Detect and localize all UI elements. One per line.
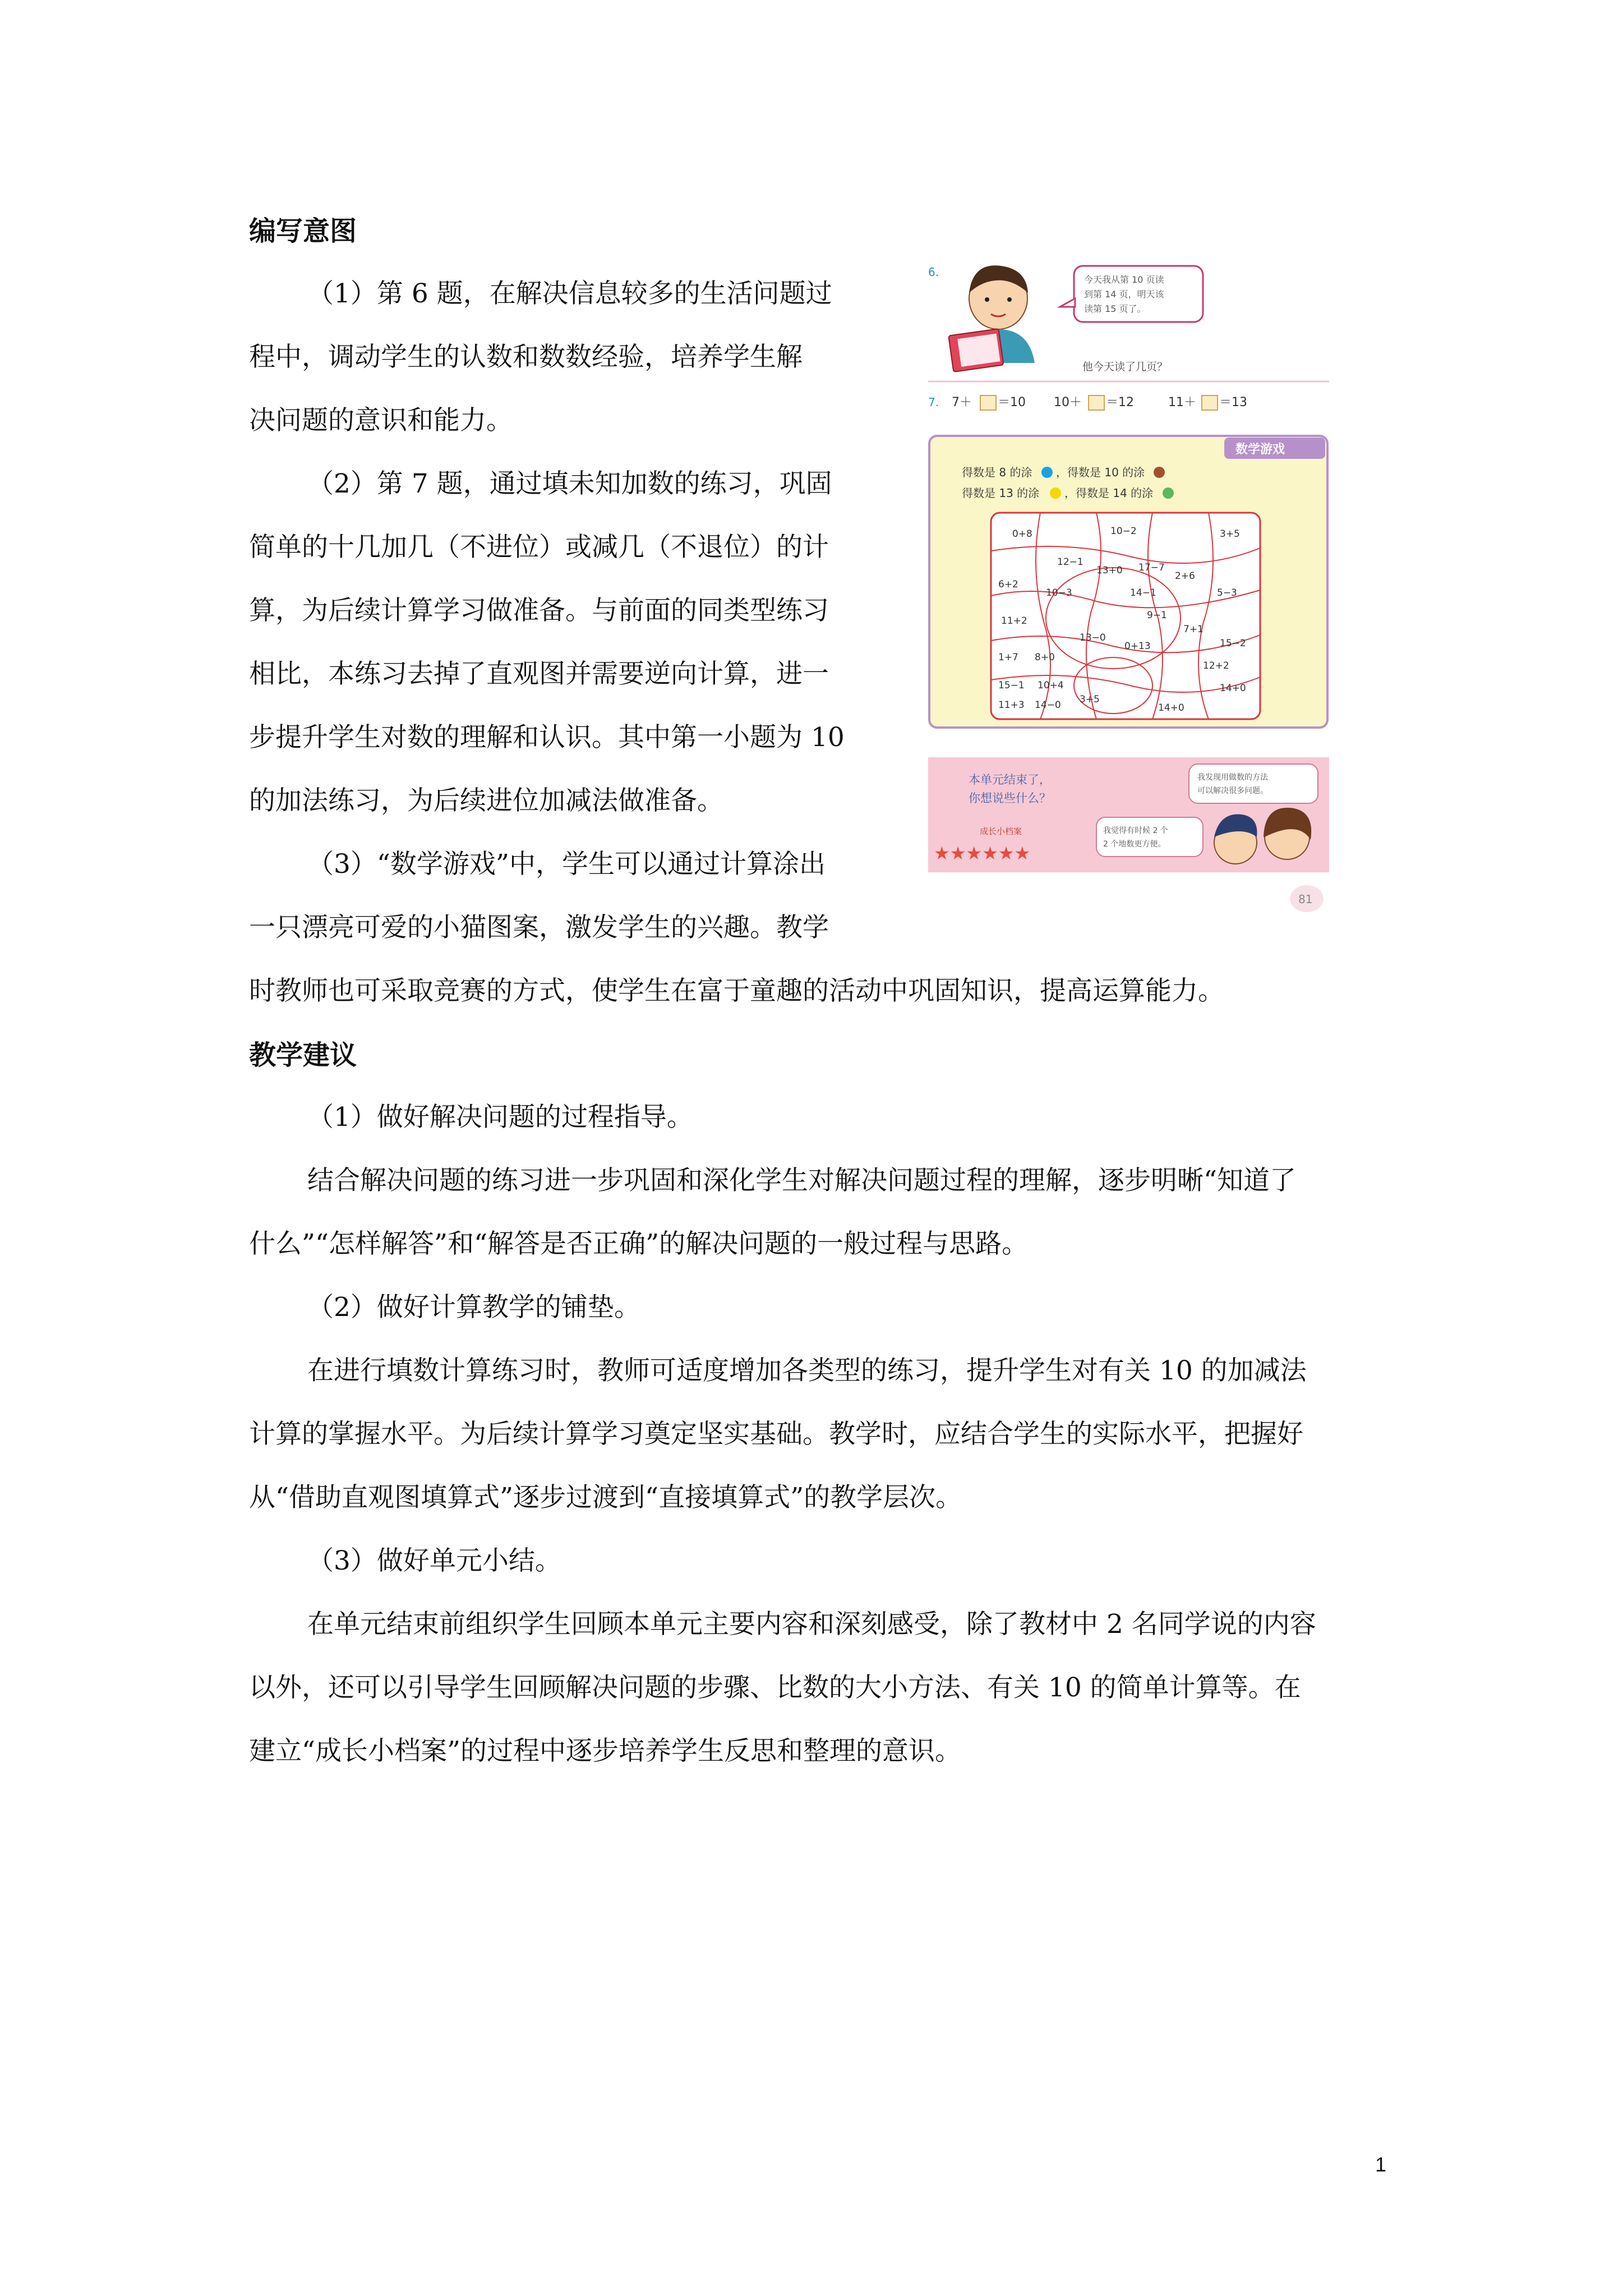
grid-cell: 10−2	[1110, 526, 1137, 537]
grid-cell: 0+8	[1012, 528, 1032, 540]
summary-line: 本单元结束了，	[969, 773, 1051, 786]
paragraph-line: 在单元结束前组织学生回顾本单元主要内容和深刻感受，除了教材中 2 名同学说的内容	[307, 1609, 1316, 1640]
game-rule: 得数是 13 的涂	[962, 486, 1040, 500]
game-rule: ，得数是 10 的涂	[1056, 466, 1145, 479]
growth-archive-label: 成长小档案	[980, 826, 1022, 836]
grid-cell: 10+4	[1038, 680, 1064, 691]
grid-cell: 14−0	[1035, 700, 1061, 711]
paragraph-line: 简单的十几加几（不进位）或减几（不退位）的计	[249, 532, 829, 563]
heading-teaching-suggestions: 教学建议	[249, 1039, 357, 1071]
stars-icon: ★★★★★★	[934, 843, 1031, 864]
grid-cell: 11+2	[1001, 615, 1027, 627]
grid-cell: 2+6	[1175, 570, 1195, 582]
summary-bubble-line: 我发现用做数的方法	[1197, 773, 1268, 782]
game-rule: 得数是 8 的涂	[962, 466, 1032, 479]
paragraph-line: 时教师也可采取竞赛的方式，使学生在富于童趣的活动中巩固知识，提高运算能力。	[249, 976, 1224, 1006]
grid-cell: 0+13	[1124, 641, 1151, 652]
grid-cell: 11+3	[998, 700, 1025, 711]
q7-number: 7.	[928, 395, 939, 409]
boy-reading-icon	[948, 265, 1035, 372]
paragraph-line: 一只漂亮可爱的小猫图案，激发学生的兴趣。教学	[249, 912, 829, 943]
grid-cell: 1+7	[998, 652, 1018, 663]
grid-cell: 5−3	[1217, 587, 1237, 599]
paragraph-line: （2）做好计算教学的铺垫。	[307, 1292, 640, 1323]
green-dot-icon	[1163, 487, 1174, 499]
yellow-dot-icon	[1050, 487, 1061, 499]
paragraph-line: 的加法练习，为后续进位加减法做准备。	[249, 785, 723, 816]
answer-box	[1202, 395, 1218, 410]
grid-cell: 12+2	[1203, 660, 1229, 671]
textbook-page-number: 81	[1298, 892, 1313, 906]
paragraph-line: 步提升学生对数的理解和认识。其中第一小题为 10	[249, 722, 845, 753]
q7-term: 11＋	[1168, 395, 1196, 409]
paragraph-line: （1）做好解决问题的过程指导。	[307, 1102, 693, 1133]
paragraph-line: 决问题的意识和能力。	[249, 405, 513, 436]
grid-cell: 17−7	[1138, 562, 1165, 573]
grid-cell: 15−2	[1220, 638, 1246, 649]
summary-bubble	[1096, 817, 1203, 857]
summary-line: 你想说些什么？	[969, 792, 1051, 805]
paragraph-line: 在进行填数计算练习时，教师可适度增加各类型的练习，提升学生对有关 10 的加减法	[307, 1355, 1307, 1386]
cat-puzzle-grid	[991, 513, 1260, 719]
q7-term: 7＋	[952, 395, 972, 409]
heading-writing-intent: 编写意图	[249, 215, 357, 247]
paragraph-line: 结合解决问题的练习进一步巩固和深化学生对解决问题过程的理解，逐步明晰“知道了	[307, 1165, 1297, 1196]
paragraph-line: （3）做好单元小结。	[307, 1545, 561, 1576]
bubble-line: 到第 14 页，明天该	[1084, 289, 1164, 300]
paragraph-line: （3）“数学游戏”中，学生可以通过计算涂出	[307, 849, 826, 880]
grid-cell: 3+5	[1220, 528, 1240, 540]
summary-bubble-line: 2 个地数更方便。	[1103, 840, 1166, 849]
paragraph-line: 程中，调动学生的认数和数数经验，培养学生解	[249, 342, 803, 372]
grid-cell: 6+2	[998, 579, 1018, 590]
blue-dot-icon	[1041, 467, 1053, 478]
grid-cell: 7+1	[1183, 624, 1204, 635]
brown-dot-icon	[1154, 467, 1165, 478]
q7-term: ＝12	[1106, 395, 1134, 409]
grid-cell: 13+0	[1096, 565, 1123, 576]
paragraph-line: 建立“成长小档案”的过程中逐步培养学生反思和整理的意识。	[249, 1736, 962, 1766]
paragraph-line: 什么”“怎样解答”和“解答是否正确”的解决问题的一般过程与思路。	[249, 1228, 1029, 1259]
paragraph-line: 以外，还可以引导学生回顾解决问题的步骤、比数的大小方法、有关 10 的简单计算等。在	[249, 1672, 1301, 1703]
bubble-line: 读第 15 页了。	[1084, 303, 1146, 314]
grid-cell: 10−3	[1046, 587, 1072, 599]
grid-cell: 14−1	[1130, 587, 1156, 599]
textbook-page-figure	[928, 259, 1329, 924]
textbook-figure-svg	[928, 259, 1329, 924]
q6-number: 6.	[928, 265, 939, 279]
grid-cell: 12−1	[1057, 556, 1083, 568]
game-rule: ，得数是 14 的涂	[1064, 486, 1154, 500]
q6-question: 他今天读了几页？	[1082, 361, 1168, 373]
grid-cell: 3+5	[1080, 694, 1100, 705]
paragraph-line: （2）第 7 题，通过填未知加数的练习，巩固	[307, 468, 832, 499]
q7-term: ＝10	[998, 395, 1026, 409]
grid-cell: 14+0	[1220, 683, 1246, 694]
grid-cell: 9−1	[1147, 610, 1167, 621]
answer-box	[1089, 395, 1104, 410]
grid-cell: 13−0	[1080, 632, 1106, 643]
paragraph-line: 从“借助直观图填算式”逐步过渡到“直接填算式”的教学层次。	[249, 1482, 962, 1513]
grid-cell: 15−1	[998, 680, 1025, 691]
q7-term: 10＋	[1054, 395, 1082, 409]
answer-box	[980, 395, 996, 410]
grid-cell: 14+0	[1158, 702, 1184, 714]
paragraph-line: 计算的掌握水平。为后续计算学习奠定坚实基础。教学时，应结合学生的实际水平，把握好	[249, 1419, 1303, 1450]
summary-bubble-line: 我觉得有时候 2 个	[1103, 826, 1168, 835]
game-title: 数学游戏	[1235, 443, 1285, 457]
page-number: 1	[1375, 2153, 1387, 2176]
summary-bubble	[1189, 764, 1318, 803]
bubble-line: 今天我从第 10 页读	[1084, 274, 1164, 285]
summary-bubble-line: 可以解决很多问题。	[1197, 786, 1268, 795]
q7-term: ＝13	[1219, 395, 1247, 409]
paragraph-line: 算，为后续计算学习做准备。与前面的同类型练习	[249, 595, 829, 626]
paragraph-line: 相比，本练习去掉了直观图并需要逆向计算，进一	[249, 659, 829, 689]
grid-cell: 8+0	[1035, 652, 1055, 663]
paragraph-line: （1）第 6 题，在解决信息较多的生活问题过	[307, 278, 832, 309]
